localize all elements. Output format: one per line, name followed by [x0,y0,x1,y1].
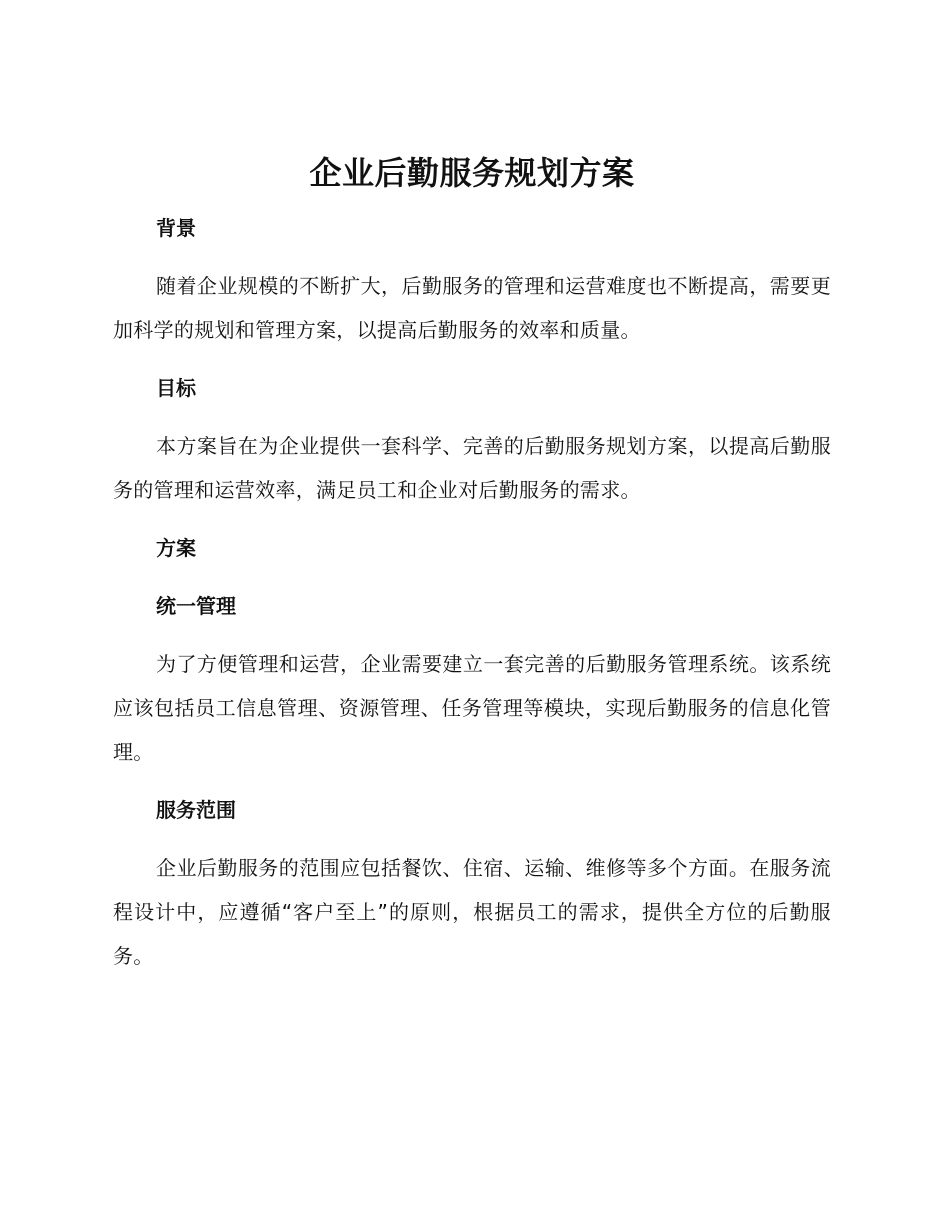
section-heading-background: 背景 [156,216,196,240]
spacer [113,352,831,366]
section-text-service-scope: 企业后勤服务的范围应包括餐饮、住宿、运输、维修等多个方面。在服务流程设计中，应遵循“客户至上”的原则，根据员工的需求，提供全方位的后勤服务。 [113,856,831,968]
spacer [113,512,831,526]
document-title: 企业后勤服务规划方案 [309,154,635,192]
section-text-background: 随着企业规模的不断扩大，后勤服务的管理和运营难度也不断提高，需要更加科学的规划和管理方案，以提高后勤服务的效率和质量。 [113,274,831,342]
spacer [113,628,831,642]
document-page [113,148,831,978]
spacer [113,774,831,788]
spacer [113,410,831,424]
section-text-unified-management: 为了方便管理和运营，企业需要建立一套完善的后勤服务管理系统。该系统应该包括员工信息管理、资源管理、任务管理等模块，实现后勤服务的信息化管理。 [113,652,831,764]
spacer [113,250,831,264]
section-heading-goal: 目标 [156,376,196,400]
spacer [113,198,831,206]
spacer [113,832,831,846]
section-heading-unified-management: 统一管理 [156,594,236,618]
section-text-goal: 本方案旨在为企业提供一套科学、完善的后勤服务规划方案，以提高后勤服务的管理和运营效率，满足员工和企业对后勤服务的需求。 [113,434,831,502]
section-heading-plan: 方案 [156,536,196,560]
spacer [113,570,831,584]
section-heading-service-scope: 服务范围 [156,798,236,822]
